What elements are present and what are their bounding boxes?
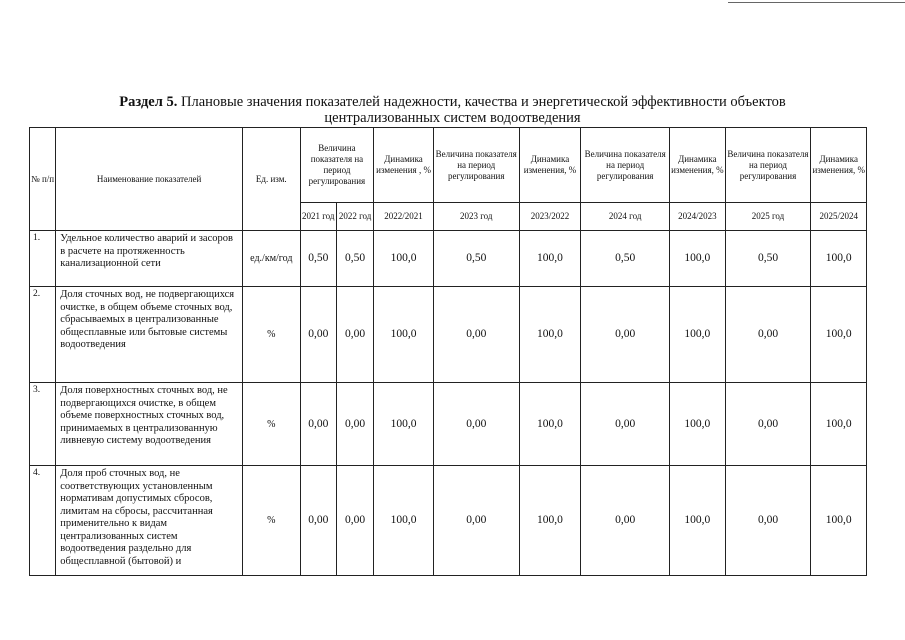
- row-dynamics-2025: 100,0: [811, 231, 867, 287]
- section-title-line2: централизованных систем водоотведения: [324, 110, 581, 126]
- subheader-2024: 2024 год: [581, 203, 670, 231]
- row-dynamics-2022: 100,0: [374, 287, 434, 383]
- row-unit: ед./км/год: [243, 231, 301, 287]
- row-dynamics-2022: 100,0: [374, 231, 434, 287]
- header-dynamics-4: Динамика изменения, %: [811, 128, 867, 203]
- header-unit: Ед. изм.: [243, 128, 301, 231]
- row-dynamics-2023: 100,0: [519, 466, 581, 576]
- header-dynamics-2: Динамика изменения, %: [519, 128, 581, 203]
- row-value-2023: 0,00: [433, 287, 519, 383]
- row-dynamics-2023: 100,0: [519, 231, 581, 287]
- row-value-2022: 0,00: [336, 466, 373, 576]
- row-value-2023: 0,00: [433, 383, 519, 466]
- table-row: [30, 466, 867, 576]
- section-title: [0, 94, 905, 126]
- subheader-d2023: 2023/2022: [519, 203, 581, 231]
- row-value-2025: 0,00: [725, 466, 811, 576]
- row-value-2021: 0,00: [300, 287, 336, 383]
- row-dynamics-2023: 100,0: [519, 287, 581, 383]
- row-value-2025: 0,00: [725, 383, 811, 466]
- header-value-1: Величина показателя на период регулирования: [300, 128, 374, 203]
- top-rule: [728, 2, 905, 3]
- row-name: Доля сточных вод, не подвергающихся очистке, в общем объеме сточных вод, сбрасываемых в централизованные общесплавные или бытовые системы водоотведения: [56, 287, 243, 383]
- row-unit: %: [243, 466, 301, 576]
- row-num: 1.: [30, 231, 56, 287]
- section-title-text: Плановые значения показателей надежности, качества и энергетической эффективности объектов: [177, 94, 786, 110]
- row-value-2022: 0,00: [336, 383, 373, 466]
- indicators-table: [29, 127, 867, 576]
- subheader-d2022: 2022/2021: [374, 203, 434, 231]
- row-unit: %: [243, 383, 301, 466]
- row-name: Доля поверхностных сточных вод, не подвергающихся очистке, в общем объеме поверхностных сточных вод, принимаемых в централизованную ливневую систему водоотведения: [56, 383, 243, 466]
- row-value-2023: 0,50: [433, 231, 519, 287]
- subheader-2025: 2025 год: [725, 203, 811, 231]
- subheader-2023: 2023 год: [433, 203, 519, 231]
- section-title-bold: Раздел 5.: [119, 94, 178, 110]
- row-num: 2.: [30, 287, 56, 383]
- row-value-2022: 0,00: [336, 287, 373, 383]
- row-value-2025: 0,50: [725, 231, 811, 287]
- row-num: 4.: [30, 466, 56, 576]
- subheader-2022: 2022 год: [336, 203, 373, 231]
- row-dynamics-2025: 100,0: [811, 287, 867, 383]
- row-value-2024: 0,00: [581, 287, 670, 383]
- row-num: 3.: [30, 383, 56, 466]
- row-dynamics-2024: 100,0: [670, 287, 726, 383]
- header-value-2: Величина показателя на период регулирования: [433, 128, 519, 203]
- subheader-d2024: 2024/2023: [670, 203, 726, 231]
- row-value-2025: 0,00: [725, 287, 811, 383]
- row-dynamics-2023: 100,0: [519, 383, 581, 466]
- header-dynamics-1: Динамика изменения , %: [374, 128, 434, 203]
- subheader-d2025: 2025/2024: [811, 203, 867, 231]
- row-dynamics-2024: 100,0: [670, 231, 726, 287]
- table-row: [30, 231, 867, 287]
- row-value-2023: 0,00: [433, 466, 519, 576]
- row-value-2022: 0,50: [336, 231, 373, 287]
- row-value-2021: 0,00: [300, 383, 336, 466]
- row-value-2021: 0,00: [300, 466, 336, 576]
- table-row: [30, 287, 867, 383]
- table-header-row: [30, 128, 867, 203]
- row-value-2024: 0,50: [581, 231, 670, 287]
- row-unit: %: [243, 287, 301, 383]
- row-name: Удельное количество аварий и засоров в расчете на протяженность канализационной сети: [56, 231, 243, 287]
- row-value-2024: 0,00: [581, 383, 670, 466]
- subheader-2021: 2021 год: [300, 203, 336, 231]
- table-row: [30, 383, 867, 466]
- header-dynamics-3: Динамика изменения, %: [670, 128, 726, 203]
- row-dynamics-2022: 100,0: [374, 383, 434, 466]
- row-value-2024: 0,00: [581, 466, 670, 576]
- header-name: Наименование показателей: [56, 128, 243, 231]
- row-dynamics-2024: 100,0: [670, 383, 726, 466]
- row-dynamics-2025: 100,0: [811, 466, 867, 576]
- header-num: № п/п: [30, 128, 56, 231]
- row-dynamics-2024: 100,0: [670, 466, 726, 576]
- row-dynamics-2022: 100,0: [374, 466, 434, 576]
- row-value-2021: 0,50: [300, 231, 336, 287]
- header-value-3: Величина показателя на период регулирования: [581, 128, 670, 203]
- header-value-4: Величина показателя на период регулирования: [725, 128, 811, 203]
- row-name: Доля проб сточных вод, не соответствующих установленным нормативам допустимых сбросов, лимитам на сбросы, рассчитанная применительно к видам централизованных систем водоотведения раздельно для общесплавной (бытовой) и: [56, 466, 243, 576]
- row-dynamics-2025: 100,0: [811, 383, 867, 466]
